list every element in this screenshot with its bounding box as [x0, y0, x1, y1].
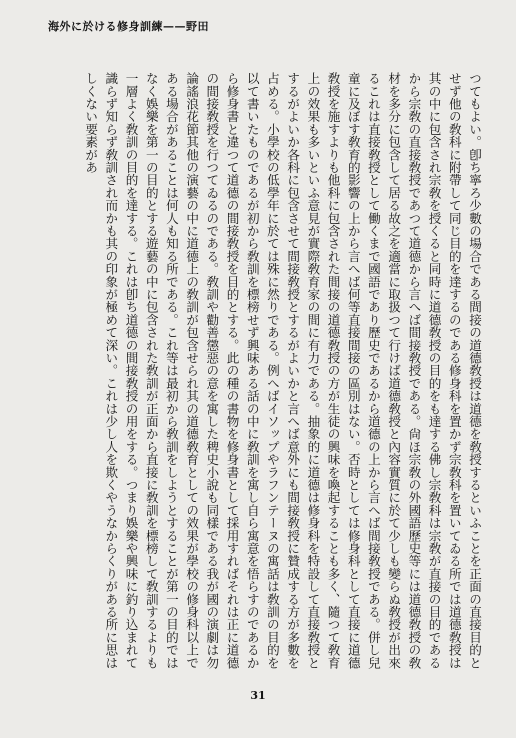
page-number: 31 — [250, 689, 266, 702]
body-paragraph: つてもよい。卽ち寧ろ少數の場合である間接の道德敎授は道德を敎授するといふことを正面の直接目的とせず他の敎科に附帶して同じ目的を達するのである修身科を置かず宗敎科を置いてゐる所では道德敎授は其の中に包含され宗敎を授くると同時に道德敎授の目的をも達する佛し宗敎科は宗敎が直接の目的であるから宗敎の直接敎授であつて道德から言へば間接敎授である。尙ほ宗敎の外國語歷史等には道德敎授の敎材を多分に包含して居る故之を適當に取扱つて行けば道德敎授と內容實質に於て少しも變らぬ敎授が出來るこれは直接敎授として働くまで國語であり歷史であるから道德の上から言へば間接敎授である。併し兒童に及ぼす敎育的影響の上から言へば何等直接間接の區別はない。否時としては修身科として直接に道德敎授を施すよりも他科に包含された間接の道德敎授の方が生徒の興味を喚起することも多く、隨つて敎育上の效果も多いといふ意見が實際敎育家の間に有力である。抽象的に道德は修身科を特設して直接敎授とするがよいか各科に包含させて間接敎授とするがよいかと言へば意外にも間接敎授に贊成する方が多數を占める。小學校の低學年に於ては殊に然りである。例へばイソップやラフンテーヌの寓話は敎訓の目的を以て書いたものであるが初から敎訓を標榜せず興味ある話の中に敎訓を寓し自ら寓意を悟らすのであるから修身書と違つて道德の間接敎授を目的とする。此の種の書物を修身書として採用すればそれは正に道德の間接敎授を行つてゐるのである。敎訓や勸善懲惡の意を寓した稗史小說も同樣である我が國の演劇は勿論謠浪花節其他の演藝の中に道德上の敎訓が包含せられ其の道德敎育としての效果が學校の修身科以上である場合があることは何人も知る所である。これ等は最初から敎訓をしようとすることが第一の目的ではなく娛樂を第一の目的とする遊藝の中に包含された敎訓が正面から直接に敎訓を標榜して敎訓するよりも一層よく敎訓の目的を達する。これは卽ち道德の間接敎授の用をする。つまり娛樂や興味に釣り込まれて識らず知らず敎訓され而かも其の印象が極めて深い。これは少し人を欺くやうなからくりがある所に思はしくない要素があ — [83, 72, 482, 669]
running-header: 海外に於ける修身訓練——野田 — [48, 20, 209, 33]
body-text — [48, 72, 484, 676]
